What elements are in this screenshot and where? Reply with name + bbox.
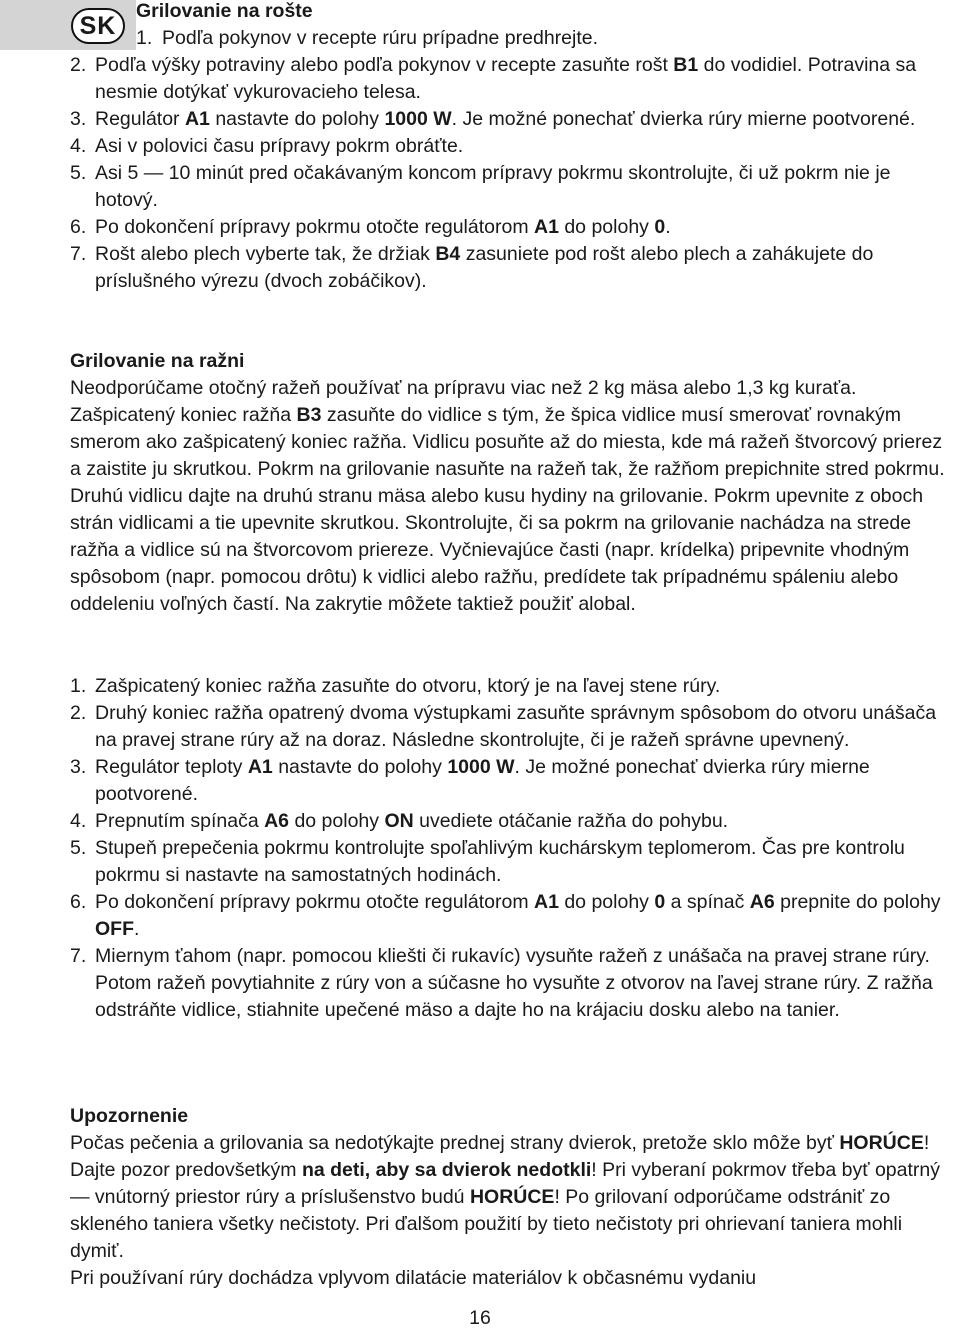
list-item — [70, 673, 950, 700]
step-number: 3. — [70, 756, 87, 778]
bold-text: A1 — [184, 108, 210, 130]
bold-text: ON — [384, 810, 414, 832]
bold-text: 1000 W — [384, 108, 452, 130]
step-text — [95, 675, 720, 697]
list-item — [70, 133, 950, 160]
bold-text: na deti, aby sa dvierok nedotkli — [301, 1159, 592, 1181]
text-run: Podľa pokynov v recepte rúru prípadne predhrejte. — [162, 27, 599, 49]
bold-text: B1 — [673, 54, 699, 76]
text-run: Asi v polovici času prípravy pokrm obráťte. — [95, 135, 464, 157]
text-run: Po dokončení prípravy pokrmu otočte regulátorom — [95, 216, 534, 238]
text-run: Stupeň prepečenia pokrmu kontrolujte spoľahlivým kuchárskym teplomerom. Čas pre kontrolu pokrmu si nastavte na samostatných hodinách. — [95, 837, 905, 886]
bold-text: A6 — [264, 810, 290, 832]
text-run: a spínač — [665, 891, 750, 913]
text-run: ! Pri vyberaní pokrmov třeba byť opatrný — vnútorný priestor rúry a príslušenstvo budú — [70, 1159, 940, 1208]
text-run: Regulátor — [95, 108, 185, 130]
text-run: uvediete otáčanie ražňa do pohybu. — [413, 810, 729, 832]
grill-steps-list — [70, 52, 950, 295]
text-run: Podľa výšky potraviny alebo podľa pokynov v recepte zasuňte rošt — [95, 54, 674, 76]
bold-text: 0 — [654, 216, 666, 238]
text-run: Neodporúčame otočný ražeň používať na prípravu viac než 2 kg mäsa alebo 1,3 kg kuraťa. Zašpicatený koniec ražňa — [70, 377, 857, 426]
text-run: Asi 5 — 10 minút pred očakávaným koncom prípravy pokrmu skontrolujte, či už pokrm nie je hotový. — [95, 162, 891, 211]
bold-text: A6 — [749, 891, 775, 913]
section-warning-title: Upozornenie — [70, 1105, 189, 1127]
step-number: 4. — [70, 135, 87, 157]
text-run: do vodidiel. Potravina sa nesmie dotýkať vykurovacieho telesa. — [95, 54, 917, 103]
text-run: do polohy — [558, 216, 655, 238]
text-run: Miernym ťahom (napr. pomocou kliešti či rukavíc) vysuňte ražeň z unášača na pravej strane rúry. Potom ražeň povytiahnite z rúry von a súčasne ho vysuňte z otvorov na ľavej strane rúry. Z ražňa odstráňte vidlice, stiahnite upečené mäso a dajte ho na krájaciu dosku alebo na tanier. — [95, 945, 933, 1021]
text-run: zasuniete pod rošt alebo plech a zahákujete do príslušného výrezu (dvoch zobáčikov). — [95, 243, 874, 292]
step-number: 2. — [70, 54, 87, 76]
step-number: 1. — [70, 675, 87, 697]
text-run: do polohy — [558, 891, 655, 913]
step-text — [95, 945, 933, 1021]
text-run: . Je možné ponechať dvierka rúry mierne pootvorené. — [451, 108, 916, 130]
step-text — [162, 27, 598, 49]
bold-text: OFF — [95, 918, 134, 940]
step-number: 7. — [70, 243, 87, 265]
step-text — [95, 810, 728, 832]
text-run: Regulátor teploty — [95, 756, 248, 778]
bold-text: A1 — [533, 216, 559, 238]
step-text — [95, 837, 905, 886]
step-number: 4. — [70, 810, 87, 832]
list-item — [70, 754, 950, 808]
text-run: nastavte do polohy — [272, 756, 448, 778]
text-run: zasuňte do vidlice s tým, že špica vidlice musí smerovať rovnakým smerom ako zašpicatený koniec ražňa. Vidlicu posuňte až do miesta, kde má ražeň štvorcový prierez a zaistite ju skrutkou. Pokrm na grilovanie nasuňte na ražeň tak, že ražňom prepichnite stred pokrmu. Druhú vidlicu dajte na druhú stranu mäsa alebo kusu hydiny na grilovanie. Pokrm upevnite z oboch strán vidlicami a tie upevnite skrutkou. Skontrolujte, či sa pokrm na grilovanie nachádza na strede ražňa a vidlice sú na štvorcovom priereze. Vyčnievajúce časti (napr. krídelka) pripevnite vhodným spôsobom (napr. pomocou drôtu) k vidlici alebo ražňu, predídete tak prípadnému spáleniu alebo oddeleniu voľných častí. Na zakrytie môžete taktiež použiť alobal. — [70, 404, 945, 615]
step-number: 2. — [70, 702, 87, 724]
bold-text: 0 — [654, 891, 666, 913]
bold-text: A1 — [533, 891, 559, 913]
bold-text: HORÚCE — [469, 1186, 555, 1208]
spit-steps-list — [70, 673, 950, 1024]
list-item — [70, 160, 950, 214]
text-run: Počas pečenia a grilovania sa nedotýkajte prednej strany dvierok, pretože sklo môže byť — [70, 1132, 840, 1154]
section-spit-title: Grilovanie na ražni — [70, 350, 245, 372]
text-run: do polohy — [289, 810, 385, 832]
section-spit — [70, 348, 955, 618]
step-text — [95, 162, 891, 211]
text-run: . — [665, 216, 671, 238]
text-run: ! Po grilovaní odporúčame odstrániť zo skleného taniera všetky nečistoty. Pri ďalšom použití by tieto nečistoty pri ohrievaní taniera mohli dymiť. — [70, 1186, 903, 1262]
step-text — [95, 216, 671, 238]
section-warning — [70, 1103, 955, 1292]
bold-text: HORÚCE — [839, 1132, 924, 1154]
step-text — [95, 243, 873, 292]
step-number: 5. — [70, 162, 87, 184]
language-badge: SK — [71, 8, 125, 44]
grill-step-1 — [136, 25, 598, 52]
text-run: Prepnutím spínača — [95, 810, 265, 832]
text-run: Rošt alebo plech vyberte tak, že držiak — [95, 243, 436, 265]
list-item — [70, 808, 950, 835]
step-number: 7. — [70, 945, 87, 967]
text-run: Po dokončení prípravy pokrmu otočte regulátorom — [95, 891, 534, 913]
text-run: prepnite do polohy — [774, 891, 941, 913]
text-run: nastavte do polohy — [209, 108, 385, 130]
list-item — [70, 943, 950, 1024]
bold-text: 1000 W — [447, 756, 515, 778]
bold-text: B3 — [296, 404, 322, 426]
list-item — [70, 241, 950, 295]
list-item — [70, 835, 950, 889]
section-grill-title: Grilovanie na rošte — [136, 0, 313, 22]
step-number: 3. — [70, 108, 87, 130]
step-text — [95, 108, 915, 130]
step-text — [95, 756, 870, 805]
section-spit-paragraph — [70, 375, 955, 618]
list-item — [70, 700, 950, 754]
text-run: . Je možné ponechať dvierka rúry mierne pootvorené. — [95, 756, 870, 805]
step-text — [95, 135, 463, 157]
list-item — [70, 889, 950, 943]
section-warning-paragraph — [70, 1130, 955, 1265]
bold-text: B4 — [435, 243, 461, 265]
text-run: Druhý koniec ražňa opatrený dvoma výstupkami zasuňte správnym spôsobom do otvoru unášača na pravej strane rúry až na doraz. Následne skontrolujte, či je ražeň správne upevnený. — [95, 702, 937, 751]
text-run: . — [134, 918, 140, 940]
step-text — [95, 702, 936, 751]
text-run: ! Dajte pozor predovšetkým — [70, 1132, 930, 1181]
step-number: 6. — [70, 216, 87, 238]
step-text — [95, 54, 916, 103]
bold-text: A1 — [247, 756, 273, 778]
list-item — [70, 214, 950, 241]
step-number: 1. — [136, 27, 153, 49]
page-number: 16 — [469, 1307, 491, 1329]
step-text — [95, 891, 941, 940]
step-number: 6. — [70, 891, 87, 913]
section-warning-last-line: Pri používaní rúry dochádza vplyvom dilatácie materiálov k občasnému vydaniu — [70, 1267, 757, 1289]
list-item — [70, 106, 950, 133]
step-number: 5. — [70, 837, 87, 859]
text-run: Zašpicatený koniec ražňa zasuňte do otvoru, ktorý je na ľavej stene rúry. — [95, 675, 721, 697]
list-item — [70, 52, 950, 106]
